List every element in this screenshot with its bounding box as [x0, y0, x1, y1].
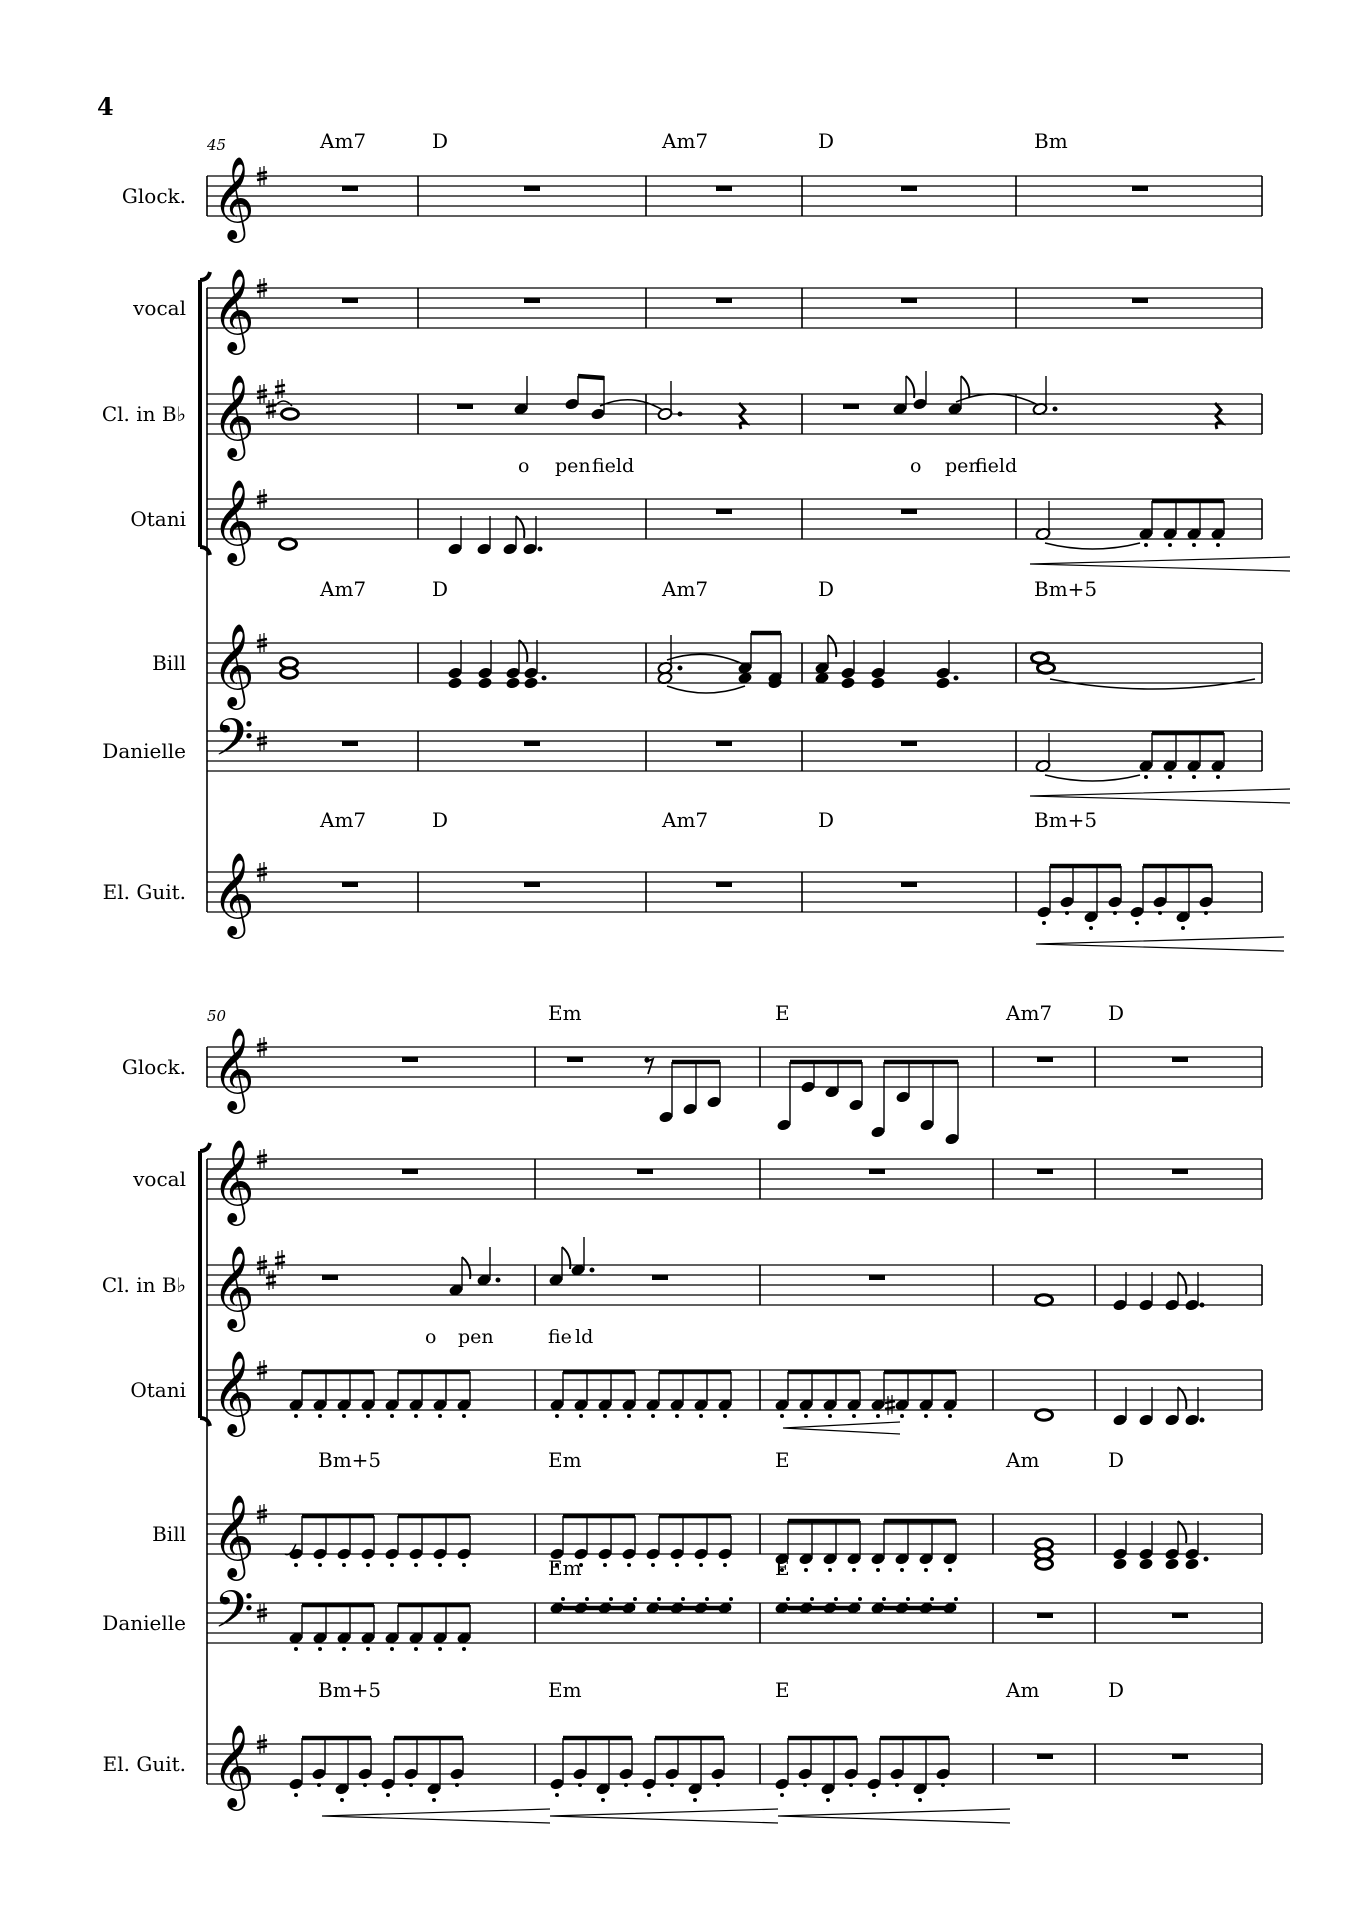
notehead [840, 676, 856, 690]
chord-symbol: Am7 [1006, 1001, 1053, 1025]
staccato-dot [948, 1568, 952, 1572]
treble-clef-icon: 𝄞 [212, 1723, 255, 1807]
whole-rest [342, 882, 358, 887]
staccato-dot [1144, 543, 1148, 547]
staff-gtr [207, 872, 1262, 912]
lyric-syllable: o [518, 455, 530, 477]
whole-rest [524, 186, 540, 191]
lyric-syllable: pen [555, 455, 591, 477]
staccato-dot [729, 1597, 733, 1601]
lyric-syllable: fie [548, 1326, 572, 1348]
whole-rest [716, 509, 732, 514]
staccato-dot [930, 1597, 934, 1601]
staccato-dot [1216, 775, 1220, 779]
whole-rest [457, 404, 473, 409]
whole-rest [524, 298, 540, 303]
staccato-dot [675, 1414, 679, 1418]
staccato-dot [810, 1597, 814, 1601]
staccato-dot [462, 1414, 466, 1418]
sharp-icon [266, 399, 276, 419]
staccato-dot [786, 1597, 790, 1601]
chord-symbol: Am7 [662, 808, 709, 832]
staccato-dot [1158, 911, 1162, 915]
crescendo-hairpin [1036, 937, 1284, 951]
chord-symbol: Am7 [320, 808, 367, 832]
sharp-icon [275, 1250, 285, 1270]
instrument-label: Cl. in B♭ [101, 1273, 186, 1297]
whole-rest [901, 186, 917, 191]
staccato-dot [363, 1783, 367, 1787]
instrument-label: vocal [133, 296, 186, 320]
instrument-label: Otani [130, 507, 186, 531]
staccato-dot [578, 1783, 582, 1787]
staccato-dot [716, 1783, 720, 1787]
staccato-dot [900, 1414, 904, 1418]
staccato-dot [804, 1568, 808, 1572]
whole-rest [1172, 1169, 1188, 1174]
whole-rest [901, 509, 917, 514]
staff-cl [207, 1265, 1262, 1305]
notehead [447, 676, 463, 690]
chord-symbol: Am [1006, 1678, 1040, 1702]
lyric-syllable: o [910, 455, 922, 477]
staccato-dot [924, 1568, 928, 1572]
staccato-dot [647, 1793, 651, 1797]
staccato-dot [876, 1568, 880, 1572]
chord-symbol: D [818, 577, 835, 601]
whole-rest [843, 404, 859, 409]
whole-rest [716, 186, 732, 191]
staccato-dot [462, 1563, 466, 1567]
crescendo-hairpin [783, 1422, 900, 1434]
whole-rest [524, 741, 540, 746]
instrument-label: Cl. in B♭ [101, 402, 186, 426]
lyric-syllable: o [425, 1326, 437, 1348]
staccato-dot [414, 1647, 418, 1651]
crescendo-hairpin [1030, 557, 1290, 571]
whole-rest [1172, 1613, 1188, 1618]
instrument-label: vocal [133, 1167, 186, 1191]
chord-symbol: D [432, 577, 449, 601]
staccato-dot [455, 1783, 459, 1787]
tie [600, 400, 666, 412]
chord-symbol: Bm+5 [318, 1448, 382, 1472]
staccato-dot [609, 1597, 613, 1601]
treble-clef-icon: 𝄞 [212, 1138, 255, 1222]
staccato-dot [342, 1563, 346, 1567]
whole-rest [567, 1057, 583, 1062]
treble-clef-icon: 𝄞 [212, 622, 255, 706]
augmentation-dot [1200, 1303, 1205, 1308]
staccato-dot [1204, 911, 1208, 915]
augmentation-dot [590, 1268, 595, 1273]
staccato-dot [342, 1647, 346, 1651]
whole-rest [1037, 1613, 1053, 1618]
chord-symbol: D [1108, 1448, 1125, 1472]
flag [906, 376, 914, 398]
whole-rest [869, 1275, 885, 1280]
sharp-icon [266, 1270, 276, 1290]
staccato-dot [603, 1414, 607, 1418]
chord-symbol: Bm [1034, 129, 1068, 153]
staff-cl [207, 394, 1262, 434]
whole-rest [716, 882, 732, 887]
staccato-dot [1168, 775, 1172, 779]
treble-clef-icon: 𝄞 [212, 478, 255, 562]
augmentation-dot [678, 666, 683, 671]
treble-clef-icon: 𝄞 [212, 1026, 255, 1110]
staccato-dot [294, 1414, 298, 1418]
whole-rest [1037, 1169, 1053, 1174]
treble-clef-icon: 𝄞 [212, 1493, 255, 1577]
whole-rest [901, 882, 917, 887]
chord-symbol: Em [548, 1678, 582, 1702]
whole-note [1036, 1410, 1053, 1420]
staccato-dot [1181, 926, 1185, 930]
staccato-dot [1168, 543, 1172, 547]
whole-note [1038, 663, 1055, 673]
augmentation-dot [496, 1278, 501, 1283]
whole-rest [901, 298, 917, 303]
crescendo-hairpin [322, 1809, 550, 1823]
staccato-dot [852, 1414, 856, 1418]
staccato-dot [948, 1414, 952, 1418]
staccato-dot [693, 1798, 697, 1802]
instrument-label: Danielle [102, 1611, 186, 1635]
notehead [505, 676, 521, 690]
staff-glock [207, 176, 1262, 216]
treble-clef-icon: 𝄞 [212, 155, 255, 239]
staccato-dot [723, 1563, 727, 1567]
augmentation-dot [678, 412, 683, 417]
staccato-dot [561, 1597, 565, 1601]
staccato-dot [294, 1647, 298, 1651]
staccato-dot [366, 1563, 370, 1567]
staccato-dot [438, 1414, 442, 1418]
whole-note [282, 409, 299, 419]
staccato-dot [651, 1563, 655, 1567]
staccato-dot [882, 1597, 886, 1601]
whole-rest [524, 882, 540, 887]
staccato-dot [803, 1783, 807, 1787]
treble-clef-icon: 𝄞 [212, 1349, 255, 1433]
lyric-syllable: pen [458, 1326, 494, 1348]
staccato-dot [390, 1563, 394, 1567]
staccato-dot [438, 1647, 442, 1651]
staccato-dot [579, 1414, 583, 1418]
instrument-label: Glock. [121, 184, 186, 208]
instrument-label: El. Guit. [102, 880, 186, 904]
staccato-dot [1089, 926, 1093, 930]
measure-number: 50 [207, 1007, 227, 1025]
lyric-syllable: field [592, 455, 635, 477]
whole-rest [1172, 1057, 1188, 1062]
staccato-dot [1192, 543, 1196, 547]
augmentation-dot [542, 676, 547, 681]
flag [828, 635, 836, 657]
whole-rest [1132, 298, 1148, 303]
whole-rest [869, 1169, 885, 1174]
staccato-dot [624, 1783, 628, 1787]
chord-symbol: Bm+5 [318, 1678, 382, 1702]
staccato-dot [366, 1647, 370, 1651]
notehead [1138, 1557, 1154, 1571]
crescendo-hairpin [550, 1809, 778, 1823]
staccato-dot [317, 1783, 321, 1787]
chord-symbol: D [1108, 1001, 1125, 1025]
chord-symbol: Bm+5 [1034, 577, 1098, 601]
tie [1045, 775, 1140, 781]
staccato-dot [318, 1647, 322, 1651]
instrument-label: Danielle [102, 739, 186, 763]
staccato-dot [872, 1793, 876, 1797]
whole-rest [1172, 1754, 1188, 1759]
chord-symbol: D [432, 808, 449, 832]
whole-note [1036, 1559, 1053, 1569]
staccato-dot [699, 1563, 703, 1567]
staff-bill [207, 643, 1262, 683]
notehead [477, 676, 493, 690]
staccato-dot [906, 1597, 910, 1601]
staccato-dot [340, 1798, 344, 1802]
staccato-dot [414, 1414, 418, 1418]
chord-symbol: Em [548, 1448, 582, 1472]
treble-clef-icon: 𝄞 [212, 373, 255, 457]
staccato-dot [555, 1414, 559, 1418]
augmentation-dot [1200, 1418, 1205, 1423]
tie [1045, 543, 1140, 549]
notehead [935, 676, 951, 690]
whole-rest [716, 741, 732, 746]
whole-rest [1037, 1754, 1053, 1759]
staccato-dot [318, 1414, 322, 1418]
staccato-dot [826, 1798, 830, 1802]
staccato-dot [603, 1563, 607, 1567]
chord-symbol: Am7 [662, 577, 709, 601]
tie [667, 686, 745, 693]
staccato-dot [390, 1414, 394, 1418]
augmentation-dot [954, 676, 959, 681]
staccato-dot [828, 1568, 832, 1572]
chord-symbol: D [432, 129, 449, 153]
staccato-dot [924, 1414, 928, 1418]
sharp-icon [885, 1395, 895, 1415]
staccato-dot [804, 1414, 808, 1418]
whole-rest [716, 298, 732, 303]
notehead [1184, 1557, 1200, 1571]
staccato-dot [627, 1414, 631, 1418]
staff-dan [207, 731, 1262, 771]
quarter-rest [739, 403, 746, 429]
whole-note [1036, 1295, 1053, 1305]
treble-clef-icon: 𝄞 [212, 851, 255, 935]
staccato-dot [780, 1414, 784, 1418]
staccato-dot [670, 1783, 674, 1787]
staff-glock [207, 1047, 1262, 1087]
chord-symbol: E [775, 1556, 790, 1580]
staccato-dot [828, 1414, 832, 1418]
staccato-dot [780, 1793, 784, 1797]
staccato-dot [852, 1568, 856, 1572]
staccato-dot [555, 1793, 559, 1797]
instrument-label: Glock. [121, 1055, 186, 1079]
chord-symbol: Bm+5 [1034, 808, 1098, 832]
chord-symbol: Am7 [320, 129, 367, 153]
notehead [1164, 1557, 1180, 1571]
staccato-dot [601, 1798, 605, 1802]
chord-symbol: E [775, 1448, 790, 1472]
measure-number: 45 [207, 136, 227, 154]
staff-otani [207, 499, 1262, 539]
staccato-dot [681, 1597, 685, 1601]
staccato-dot [462, 1647, 466, 1651]
staccato-dot [657, 1597, 661, 1601]
staccato-dot [954, 1597, 958, 1601]
staccato-dot [318, 1563, 322, 1567]
notehead [870, 676, 886, 690]
staccato-dot [342, 1414, 346, 1418]
flag [961, 376, 969, 398]
instrument-label: Bill [152, 651, 186, 675]
staccato-dot [585, 1597, 589, 1601]
lyric-syllable: field [975, 455, 1018, 477]
chord-symbol: Am7 [320, 577, 367, 601]
staccato-dot [918, 1798, 922, 1802]
chord-symbol: Em [548, 1556, 582, 1580]
staccato-dot [633, 1597, 637, 1601]
staccato-dot [1216, 543, 1220, 547]
whole-rest [1132, 186, 1148, 191]
crescendo-hairpin [778, 1809, 1010, 1823]
whole-rest [402, 1057, 418, 1062]
bass-clef-icon: 𝄢 [214, 707, 254, 780]
instrument-label: El. Guit. [102, 1752, 186, 1776]
staccato-dot [876, 1414, 880, 1418]
staff-bill [207, 1514, 1262, 1554]
chord-symbol: D [1108, 1678, 1125, 1702]
staccato-dot [1135, 921, 1139, 925]
staccato-dot [366, 1414, 370, 1418]
notehead [523, 676, 539, 690]
whole-rest [342, 741, 358, 746]
whole-rest [637, 1169, 653, 1174]
staccato-dot [1065, 911, 1069, 915]
staccato-dot [294, 1793, 298, 1797]
whole-rest [1037, 1057, 1053, 1062]
chord-symbol: Em [548, 1001, 582, 1025]
staccato-dot [294, 1563, 298, 1567]
quarter-rest [1215, 403, 1222, 429]
crescendo-hairpin [1030, 789, 1290, 803]
staff-vocal [207, 288, 1262, 328]
staccato-dot [651, 1414, 655, 1418]
chord-symbol: Am7 [662, 129, 709, 153]
staccato-dot [699, 1414, 703, 1418]
staccato-dot [627, 1563, 631, 1567]
staff-vocal [207, 1159, 1262, 1199]
page-number: 4 [97, 92, 114, 121]
notehead [1112, 1557, 1128, 1571]
staccato-dot [941, 1783, 945, 1787]
staccato-dot [409, 1783, 413, 1787]
treble-clef-icon: 𝄞 [212, 1244, 255, 1328]
lyric-syllable: pen [945, 455, 981, 477]
staccato-dot [675, 1563, 679, 1567]
staccato-dot [390, 1647, 394, 1651]
sharp-icon [275, 379, 285, 399]
whole-rest [652, 1275, 668, 1280]
staccato-dot [895, 1783, 899, 1787]
staccato-dot [900, 1568, 904, 1572]
lyric-syllable: ld [575, 1326, 594, 1348]
staccato-dot [438, 1563, 442, 1567]
beam [578, 376, 604, 378]
whole-rest [901, 741, 917, 746]
staccato-dot [386, 1793, 390, 1797]
staccato-dot [432, 1798, 436, 1802]
chord-symbol: D [818, 129, 835, 153]
staccato-dot [1144, 775, 1148, 779]
staccato-dot [1042, 921, 1046, 925]
staccato-dot [414, 1563, 418, 1567]
whole-rest [342, 186, 358, 191]
whole-note [281, 668, 298, 678]
treble-clef-icon: 𝄞 [212, 267, 255, 351]
staccato-dot [1192, 775, 1196, 779]
staccato-dot [1113, 911, 1117, 915]
staccato-dot [849, 1783, 853, 1787]
augmentation-dot [1204, 1557, 1209, 1562]
flag [562, 1247, 570, 1269]
flag [462, 1257, 470, 1279]
whole-rest [322, 1275, 338, 1280]
chord-symbol: E [775, 1001, 790, 1025]
whole-note [280, 539, 297, 549]
chord-symbol: D [818, 808, 835, 832]
bass-clef-icon: 𝄢 [214, 1579, 254, 1652]
instrument-label: Otani [130, 1378, 186, 1402]
whole-rest [342, 298, 358, 303]
whole-rest [402, 1169, 418, 1174]
chord-symbol: E [775, 1678, 790, 1702]
chord-symbol: Am [1006, 1448, 1040, 1472]
staccato-dot [723, 1414, 727, 1418]
augmentation-dot [1053, 407, 1058, 412]
staccato-dot [705, 1597, 709, 1601]
instrument-label: Bill [152, 1522, 186, 1546]
tie [1050, 679, 1255, 689]
staccato-dot [834, 1597, 838, 1601]
augmentation-dot [538, 547, 543, 552]
staccato-dot [858, 1597, 862, 1601]
